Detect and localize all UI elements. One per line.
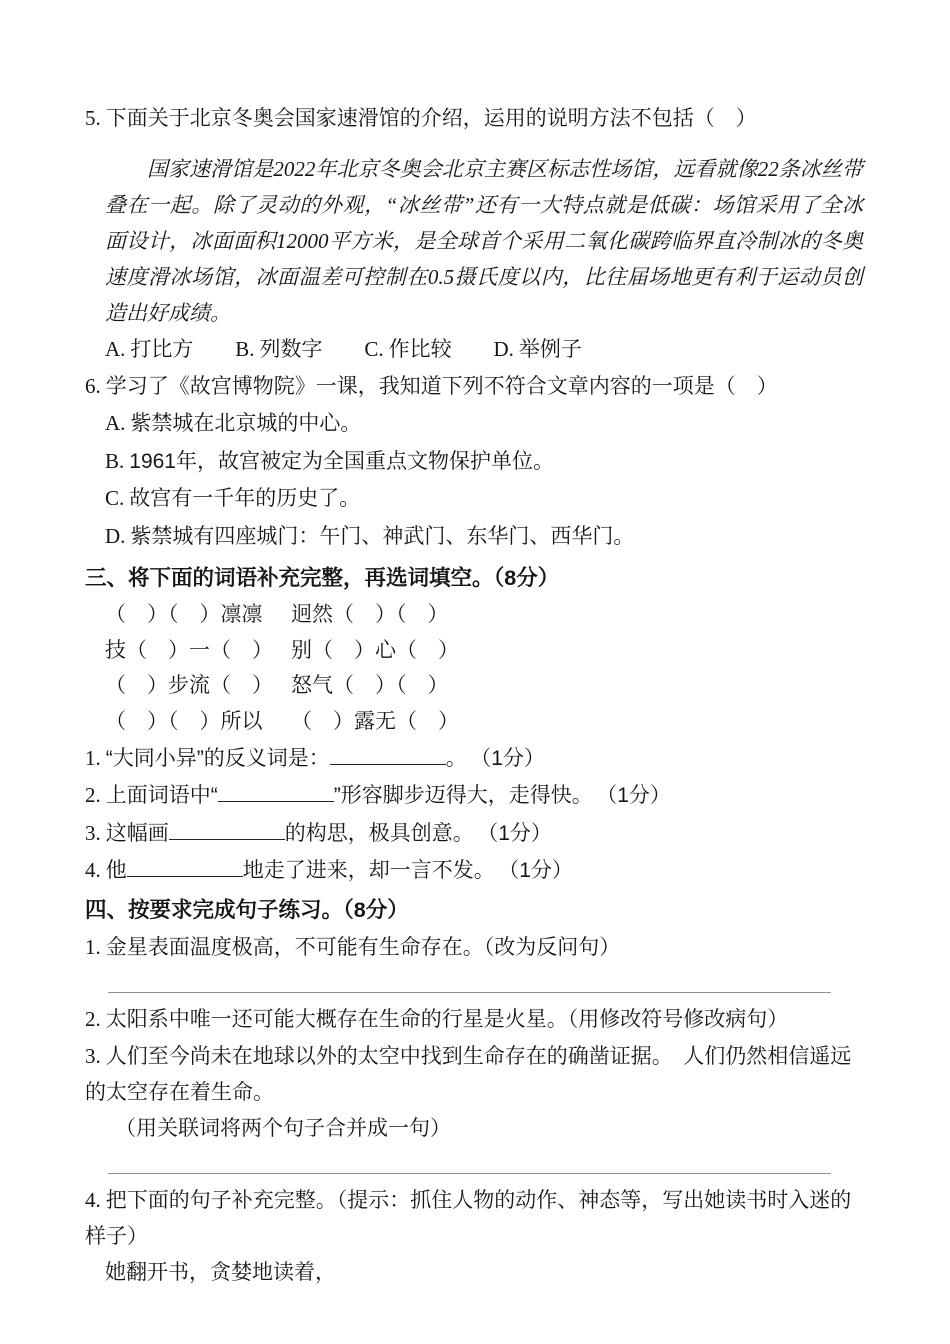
option-a: [105, 405, 865, 443]
option-c-text: 作比较: [388, 338, 452, 361]
option-b-label: B.: [235, 337, 255, 361]
option-b-text: 列数字: [259, 338, 323, 361]
word-row: [105, 633, 865, 669]
question-6-text: 学习了《故宫博物院》一课，我知道下列不符合文章内容的一项是（ ）: [105, 375, 778, 398]
option-d-label: D.: [105, 523, 126, 548]
option-c: [105, 480, 865, 518]
word-idiom-right: 迥然（ ）（ ）: [291, 603, 449, 626]
sentence-item-4: [85, 1182, 865, 1255]
option-a-text: 紫禁城在北京城的中心。: [130, 412, 362, 435]
sentence-item-3: [85, 1038, 865, 1111]
option-b-text: 1961年，故宫被定为全国重点文物保护单位。: [129, 449, 554, 473]
word-row: [105, 704, 865, 740]
sentence-item-1: [85, 929, 865, 966]
question-5-passage: 国家速滑馆是2022年北京冬奥会北京主赛区标志性场馆，远看就像22条冰丝带叠在一起。除了灵动的外观，“冰丝带”还有一大特点就是低碳：场馆采用了全冰面设计，冰面面积12000平方米，是全球首个采用二氧化碳跨临界直冷制冰的冬奥速度滑冰场馆，冰面温差可控制在0.5摄氏度以内，比往届场地更有利于运动员创造出好成绩。: [105, 157, 863, 325]
word-completion-rows: [85, 597, 865, 740]
word-idiom-left: （ ）（ ）凛凛: [105, 603, 263, 626]
word-idiom-left: （ ）步流（ ）: [105, 674, 273, 698]
item-text-before: 上面词语中“: [105, 784, 218, 808]
item-text: 把下面的句子补充完整。（提示：抓住人物的动作、神态等，写出她读书时入迷的样子）: [85, 1188, 852, 1248]
answer-line[interactable]: [108, 1173, 831, 1174]
option-a: [105, 331, 193, 368]
question-6-options: [85, 405, 865, 555]
fill-in-items: [85, 740, 865, 890]
item-number: 1.: [85, 745, 101, 770]
item-text-before: 这幅画: [105, 821, 169, 845]
section-four-title: 四、按要求完成句子练习。（8分）: [85, 897, 409, 922]
answer-line[interactable]: [108, 992, 831, 993]
fill-item-3: [85, 815, 865, 853]
option-b: [105, 443, 865, 481]
option-d-label: D.: [493, 337, 514, 361]
item-text-before: “大同小异”的反义词是：: [105, 746, 330, 770]
word-idiom-left: 技（ ）一（ ）: [105, 638, 273, 662]
answer-blank[interactable]: [330, 745, 446, 765]
item-number: 2.: [85, 1006, 101, 1031]
question-5-text: 下面关于北京冬奥会国家速滑馆的介绍，运用的说明方法不包括（ ）: [105, 107, 757, 130]
option-c: [364, 331, 451, 368]
item-text-after: 的构思，极具创意。: [284, 821, 474, 845]
item-number: 1.: [85, 934, 101, 959]
option-d: [493, 331, 581, 368]
fill-item-1: [85, 740, 865, 778]
option-c-label: C.: [105, 486, 125, 510]
item-text-after: ”形容脚步迈得大，走得快。: [333, 784, 593, 808]
answer-blank[interactable]: [218, 782, 334, 802]
item-text-before: 他: [105, 859, 127, 883]
item-text: 太阳系中唯一还可能大概存在生命的行星是火星。（用修改符号修改病句）: [105, 1007, 789, 1031]
option-d-text: 紫禁城有四座城门：午门、神武门、东华门、西华门。: [130, 524, 635, 548]
question-5-number: 5.: [85, 106, 101, 130]
score-badge: （1分）: [606, 784, 671, 808]
option-d: [105, 518, 865, 556]
item-number: 4.: [85, 1187, 101, 1212]
word-row: [105, 668, 865, 704]
answer-blank[interactable]: [169, 820, 285, 840]
question-5: [85, 100, 865, 137]
question-6: [85, 368, 865, 405]
fill-item-2: [85, 777, 865, 815]
word-idiom-right: 别（ ）心（ ）: [291, 638, 459, 662]
word-idiom-left: （ ）（ ）所以: [105, 710, 263, 734]
question-6-number: 6.: [85, 374, 101, 398]
section-three-title: 三、将下面的词语补充完整，再选词填空。（8分）: [85, 566, 560, 590]
item-text: 金星表面温度极高，不可能有生命存在。（改为反问句）: [105, 935, 621, 959]
item-text: 人们至今尚未在地球以外的太空中找到生命存在的确凿证据。 人们仍然相信遥远的太空存在着生命。: [85, 1044, 852, 1104]
option-c-text: 故宫有一千年的历史了。: [129, 487, 361, 510]
option-b: [235, 331, 322, 368]
item-number: 2.: [85, 783, 101, 808]
item-number: 3.: [85, 820, 101, 845]
item-text-after: 。: [445, 746, 467, 770]
sentence-item-2: [85, 1001, 865, 1038]
item-number: 3.: [85, 1043, 101, 1068]
word-row: [105, 597, 865, 633]
option-d-text: 举例子: [518, 338, 582, 361]
option-c-label: C.: [364, 337, 384, 361]
item-hint: （用关联词将两个句子合并成一句）: [115, 1116, 451, 1140]
word-idiom-right: 怒气（ ）（ ）: [291, 674, 449, 698]
score-badge: （1分）: [480, 746, 545, 770]
word-idiom-right: （ ）露无（ ）: [291, 710, 459, 734]
item-number: 4.: [85, 858, 101, 883]
score-badge: （1分）: [487, 821, 552, 845]
option-b-label: B.: [105, 448, 125, 473]
option-a-text: 打比方: [130, 338, 194, 361]
score-badge: （1分）: [508, 859, 573, 883]
option-a-label: A.: [105, 337, 126, 361]
item-text-after: 地走了进来，却一言不发。: [242, 859, 495, 883]
sentence-continuation: 她翻开书，贪婪地读着，: [105, 1260, 336, 1284]
answer-blank[interactable]: [127, 857, 243, 877]
fill-item-4: [85, 852, 865, 890]
option-a-label: A.: [105, 411, 126, 435]
question-5-options: [105, 331, 865, 368]
